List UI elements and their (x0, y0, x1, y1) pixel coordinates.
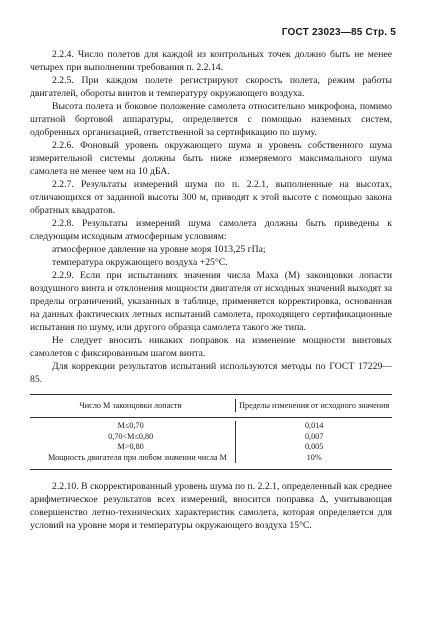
table-cell: 0,70<M≤0,80 (108, 431, 154, 441)
document-body (30, 48, 392, 532)
table-col-limits (236, 421, 392, 463)
table-header-row (30, 395, 392, 418)
page-header: ГОСТ 23023—85 Стр. 5 (281, 27, 396, 38)
condition-temperature: температура окружающего воздуха +25°С. (52, 257, 228, 268)
table-cell: Мощность двигателя при любом значении числа M (48, 452, 227, 462)
paragraph-2-2-5: 2.2.5. При каждом полете регистрируют скорость полета, режим работы двигателей, обороты винтов и температуру окружающего воздуха. (30, 75, 392, 99)
paragraph-2-2-7: 2.2.7. Результаты измерений шума по п. 2.2.1, выполненные на высотах, отличающихся от заданной высоты 300 м, приводят к этой высоте с помощью закона обратных квадратов. (30, 179, 392, 216)
paragraph-2-2-6: 2.2.6. Фоновый уровень окружающего шума и уровень собственного шума измерительной системы должны быть ниже измеряемого максимального шума самолета не менее чем на 10 дБА. (30, 140, 392, 177)
paragraph-correction-methods: Для коррекции результатов испытаний используются методы по ГОСТ 17229—85. (30, 361, 392, 385)
paragraph-flight-altitude: Высота полета и боковое положение самолета относительно микрофона, помимо штатной бортовой аппаратуры, определяется с помощью наземных систем, одобренных организацией, ответственной за сертификацию по шуму. (30, 101, 392, 138)
table-cell: M≤0,70 (117, 421, 144, 430)
paragraph-fixed-pitch: Не следует вносить никаких поправок на изменение мощности винтовых самолетов с фиксированным шагом винта. (30, 335, 392, 359)
table-header-mach: Число M законцовки лопасти (30, 399, 236, 412)
table-cell: 10% (306, 452, 322, 462)
table-col-mach (30, 421, 236, 463)
table-body (30, 418, 392, 469)
limits-table (30, 394, 392, 470)
paragraph-2-2-10: 2.2.10. В скорректированный уровень шума по п. 2.2.1, определенный как среднее арифметическое результатов всех измерений, вносится поправка Δ, учитывающая совершенство летно-технических характеристик самолета, которая определяется для условий на уровне моря и температуры окружающего воздуха 15°С. (30, 481, 392, 531)
table-header-limits: Пределы изменения от исходного значения (239, 401, 390, 410)
table-cell: 0,005 (304, 442, 324, 451)
paragraph-2-2-4: 2.2.4. Число полетов для каждой из контрольных точек должно быть не менее четырех при выполнении требования п. 2.2.14. (30, 49, 392, 73)
paragraph-2-2-9: 2.2.9. Если при испытаниях значения числа Маха (M) законцовки лопасти воздушного винта и отклонения мощности двигателя от исходных значений выходят за пределы ограничений, указанных в таблице, применяется корректировка, основанная на данных фактических летных испытаний самолета, проходящего сертификационные испытания по шуму, или другого образца самолета такого же типа. (30, 270, 392, 333)
table-cell: 0,007 (304, 431, 324, 441)
table-cell: M>0,80 (117, 442, 144, 451)
paragraph-2-2-8: 2.2.8. Результаты измерений шума самолета должны быть приведены к следующим исходным атмосферным условиям: (30, 218, 392, 242)
table-cell: 0,014 (304, 421, 324, 430)
condition-pressure: атмосферное давление на уровне моря 1013,25 гПа; (52, 244, 266, 255)
